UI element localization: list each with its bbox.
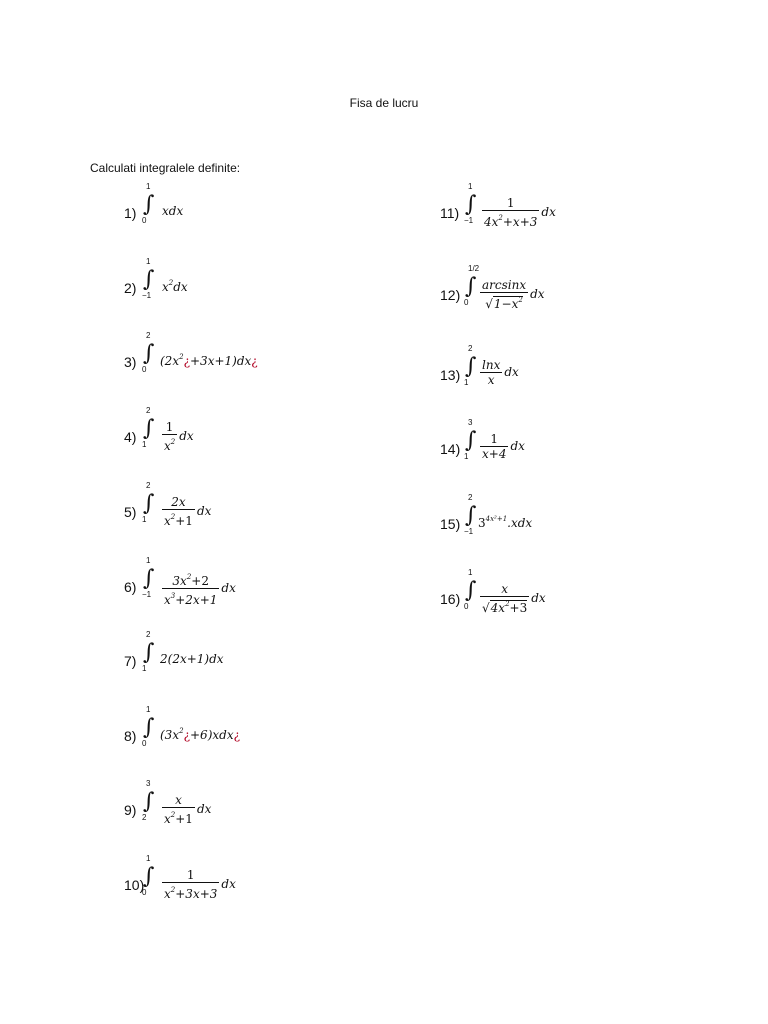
integrand: $\frac{1}{x^2+3x+3}$ dx [164, 868, 236, 901]
integrand: $(2x^2¿+3x+1)dx¿$ [160, 353, 258, 368]
integrand: $\frac{2x}{x^2+1}$ dx [164, 495, 212, 528]
problem-number: 12) [440, 287, 461, 303]
problem-number: 11) [440, 205, 460, 221]
integrand: $x^2dx$ [162, 279, 188, 294]
problem-number: 15) [440, 516, 461, 532]
problem-number: 5) [124, 504, 137, 520]
page-title: Fisa de lucru [349, 96, 419, 110]
integrand: $\frac{1}{x+4}$ dx [482, 432, 525, 461]
problem-number: 10) [124, 877, 145, 893]
integrand: $(3x^2¿+6)xdx¿$ [160, 727, 241, 742]
integrand: $\frac{1}{4x^2+x+3}$ dx [484, 196, 556, 229]
integrand: $\frac{x}{x^2+1}$ dx [164, 793, 212, 826]
integrand: $\frac{3x^2+2}{x^3+2x+1}$ dx [160, 570, 236, 607]
integrand: $\frac{\ln x}{x}$ dx [482, 358, 519, 387]
problem-number: 6) [124, 579, 137, 595]
problem-number: 2) [124, 280, 137, 296]
problem-number: 8) [124, 728, 137, 744]
integrand: xdx [162, 204, 184, 218]
problem-number: 13) [440, 367, 461, 383]
integrand: $3^{4x^2+1}.xdx$ [478, 515, 533, 530]
integrand: $\frac{1}{x^2}$ dx [164, 420, 194, 453]
problem-number: 7) [124, 653, 137, 669]
problem-number: 14) [440, 441, 461, 457]
problem-number: 4) [124, 429, 137, 445]
problem-number: 1) [124, 205, 137, 221]
problem-number: 16) [440, 591, 461, 607]
integrand: $\frac{\arcsin x}{√1-x^2}$ dx [482, 278, 545, 311]
problem-number: 3) [124, 354, 137, 370]
integrand: 2(2x+1)dx [160, 652, 224, 666]
instruction-text: Calculati integralele definite: [90, 161, 241, 175]
problem-number: 9) [124, 802, 137, 818]
integrand: $\frac{x}{√4x^2+3}$ dx [482, 582, 546, 615]
